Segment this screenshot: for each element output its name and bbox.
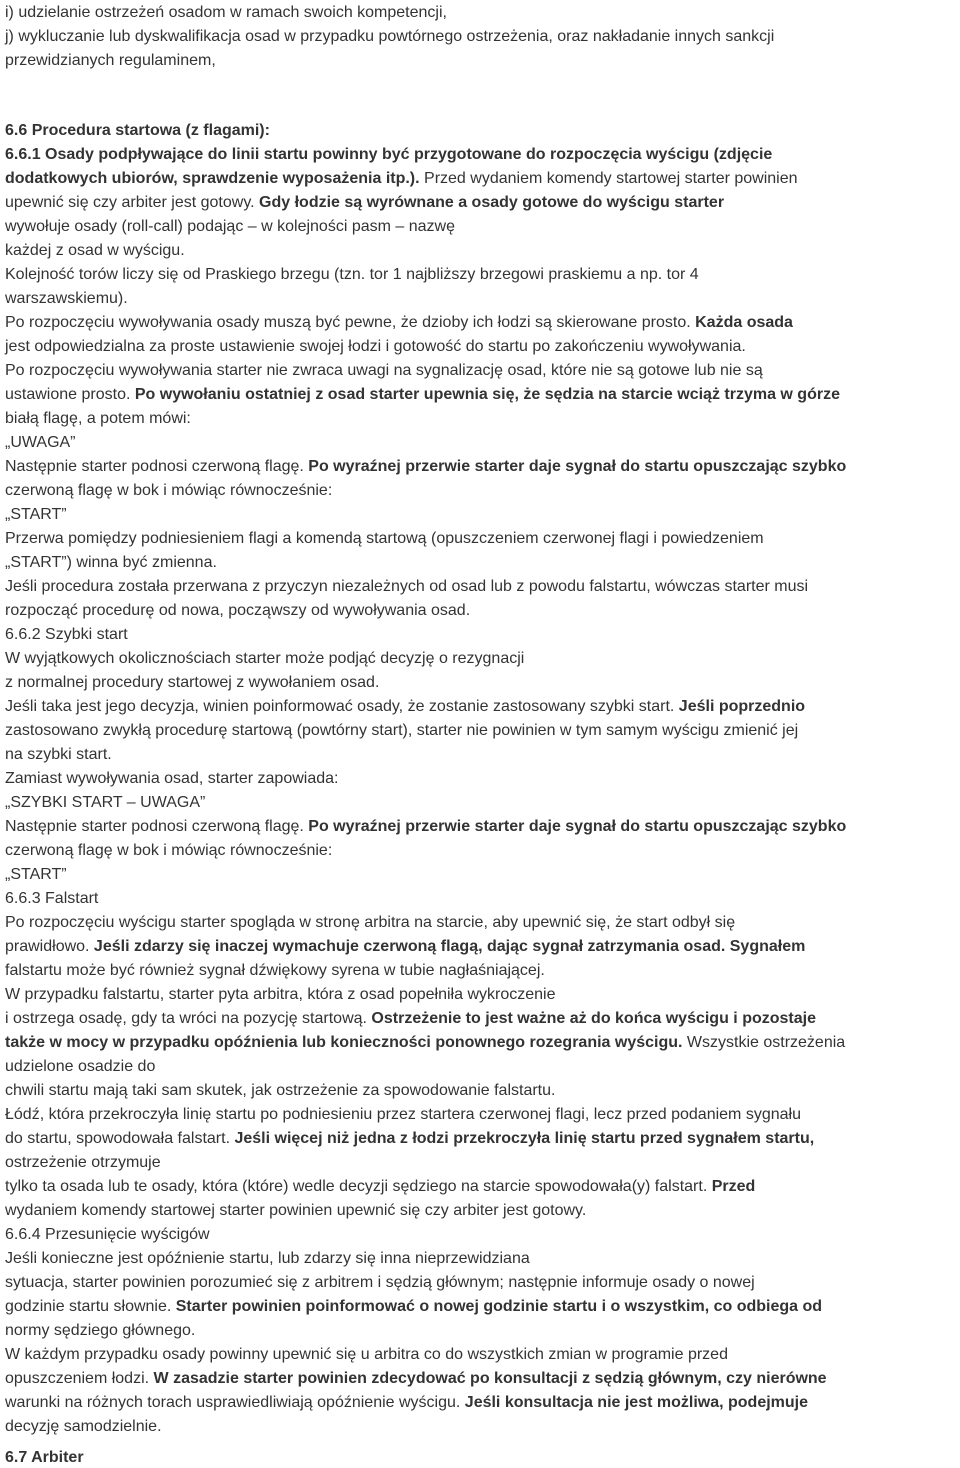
text-line: [5, 1297, 822, 1317]
text-segment: ostrzeżenie otrzymuje: [5, 1154, 161, 1171]
text-line: [5, 841, 332, 861]
text-line: [5, 1273, 755, 1293]
text-segment: j) wykluczanie lub dyskwalifikacja osad w przypadku powtórnego ostrzeżenia, oraz nakładanie innych sankcji: [5, 28, 775, 45]
text-line: [5, 769, 338, 789]
text-line: [5, 51, 216, 71]
bold-text-segment: także w mocy w przypadku opóźnienia lub konieczności ponownego rozegrania wyścigu.: [5, 1034, 683, 1051]
text-segment: 6.6.3 Falstart: [5, 890, 99, 907]
text-line: [5, 1417, 162, 1437]
text-line: [5, 577, 808, 597]
text-line: [5, 961, 545, 981]
text-line: [5, 169, 798, 189]
text-segment: warszawskiemu).: [5, 290, 128, 307]
text-segment: Kolejność torów liczy się od Praskiego brzegu (tzn. tor 1 najbliższy brzegowi praskiemu a np. tor 4: [5, 266, 699, 283]
text-segment: warunki na różnych torach usprawiedliwiają opóźnienie wyścigu.: [5, 1394, 461, 1411]
text-line: [5, 1225, 210, 1245]
text-segment: czerwoną flagę w bok i mówiąc równocześnie:: [5, 842, 333, 859]
text-segment: falstartu może być również sygnał dźwiękowy syrena w tubie nagłaśniającej.: [5, 962, 545, 979]
text-segment: 6.6.4 Przesunięcie wyścigów: [5, 1226, 210, 1243]
text-line: [5, 1345, 728, 1365]
text-line: [5, 145, 772, 165]
text-line: [5, 649, 524, 669]
text-segment: Jeśli taka jest jego decyzja, winien poinformować osady, że zostanie zastosowany szybki start.: [5, 698, 675, 715]
text-line: [5, 553, 217, 573]
text-line: [5, 1177, 755, 1197]
text-line: [5, 625, 128, 645]
text-line: [5, 1009, 816, 1029]
text-segment: Przerwa pomiędzy podniesieniem flagi a komendą startową (opuszczeniem czerwonej flagi i powiedzeniem: [5, 530, 764, 547]
text-line: [5, 529, 764, 549]
bold-text-segment: Jeśli zdarzy się inaczej wymachuje czerwoną flagą, dając sygnał zatrzymania osad. Sygnałem: [89, 938, 806, 955]
text-segment: Po rozpoczęciu wywoływania osady muszą być pewne, że dzioby ich łodzi są skierowane prosto.: [5, 314, 691, 331]
text-segment: ustawione prosto.: [5, 386, 131, 403]
text-line: [5, 361, 763, 381]
text-segment: 6.6.2 Szybki start: [5, 626, 128, 643]
text-segment: „START”) winna być zmienna.: [5, 554, 217, 571]
text-line: [5, 3, 447, 23]
text-segment: W przypadku falstartu, starter pyta arbitra, która z osad popełniła wykroczenie: [5, 986, 556, 1003]
text-line: [5, 1033, 845, 1053]
bold-text-segment: 6.6.1 Osady podpływające do linii startu powinny być przygotowane do rozpoczęcia wyścigu (zdjęcie: [5, 146, 773, 163]
text-line: [5, 313, 793, 333]
text-segment: W wyjątkowych okolicznościach starter może podjąć decyzję o rezygnacji: [5, 650, 525, 667]
text-line: [5, 1081, 555, 1101]
bold-text-segment: 6.7 Arbiter: [5, 1449, 84, 1466]
text-line: [5, 1249, 530, 1269]
bold-text-segment: dodatkowych ubiorów, sprawdzenie wyposażenia itp.).: [5, 170, 420, 187]
text-segment: wydaniem komendy startowej starter powinien upewnić się czy arbiter jest gotowy.: [5, 1202, 587, 1219]
text-line: [5, 457, 846, 477]
text-segment: „UWAGA”: [5, 434, 76, 451]
text-segment: Przed wydaniem komendy startowej starter powinien: [419, 170, 798, 187]
text-line: [5, 673, 379, 693]
text-segment: czerwoną flagę w bok i mówiąc równocześnie:: [5, 482, 333, 499]
text-segment: „START”: [5, 866, 67, 883]
text-segment: i) udzielanie ostrzeżeń osadom w ramach swoich kompetencji,: [5, 4, 447, 21]
text-segment: z normalnej procedury startowej z wywołaniem osad.: [5, 674, 380, 691]
text-line: [5, 289, 128, 309]
text-segment: wywołuje osady (roll-call) podając – w kolejności pasm – nazwę: [5, 218, 455, 235]
text-line: [5, 913, 735, 933]
text-line: [5, 1321, 195, 1341]
bold-text-segment: Po wywołaniu ostatniej z osad starter upewnia się, że sędzia na starcie wciąż trzyma w górze: [130, 386, 840, 403]
text-segment: jest odpowiedzialna za proste ustawienie swojej łodzi i gotowość do startu po zakończeniu wywoływania.: [5, 338, 746, 355]
text-line: [5, 1129, 814, 1149]
text-line: [5, 697, 805, 717]
text-segment: na szybki start.: [5, 746, 112, 763]
text-line: [5, 385, 840, 405]
bold-text-segment: Przed: [707, 1178, 756, 1195]
text-segment: zastosowano zwykłą procedurę startową (powtórny start), starter nie powinien w tym samym wyścigu zmienić jej: [5, 722, 799, 739]
text-segment: Następnie starter podnosi czerwoną flagę.: [5, 818, 304, 835]
text-line: [5, 27, 774, 47]
text-line: [5, 1153, 161, 1173]
bold-text-segment: Ostrzeżenie to jest ważne aż do końca wyścigu i pozostaje: [366, 1010, 816, 1027]
text-line: [5, 985, 555, 1005]
text-segment: każdej z osad w wyścigu.: [5, 242, 185, 259]
text-line: [5, 1393, 808, 1413]
text-segment: upewnić się czy arbiter jest gotowy.: [5, 194, 255, 211]
text-segment: tylko ta osada lub te osady, która (które) wedle decyzji sędziego na starcie spowodowała(y) falstart.: [5, 1178, 708, 1195]
text-line: [5, 745, 112, 765]
text-segment: białą flagę, a potem mówi:: [5, 410, 191, 427]
bold-text-segment: Jeśli poprzednio: [674, 698, 806, 715]
text-line: [5, 265, 699, 285]
bold-text-segment: Po wyraźnej przerwie starter daje sygnał do startu opuszczając szybko: [303, 458, 847, 475]
bold-text-segment: Jeśli konsultacja nie jest możliwa, podejmuje: [460, 1394, 809, 1411]
text-line: [5, 217, 455, 237]
text-line: [5, 1201, 586, 1221]
text-line: [5, 721, 798, 741]
text-segment: Wszystkie ostrzeżenia: [682, 1034, 846, 1051]
text-segment: Po rozpoczęciu wywoływania starter nie zwraca uwagi na sygnalizację osad, które nie są gotowe lub nie są: [5, 362, 763, 379]
bold-text-segment: Jeśli więcej niż jedna z łodzi przekroczyła linię startu przed sygnałem startu,: [230, 1130, 815, 1147]
text-segment: Jeśli procedura została przerwana z przyczyn niezależnych od osad lub z powodu falstartu, wówczas starter musi: [5, 578, 809, 595]
text-line: [5, 1057, 155, 1077]
text-segment: prawidłowo.: [5, 938, 90, 955]
text-line: [5, 337, 746, 357]
text-segment: decyzję samodzielnie.: [5, 1418, 162, 1435]
text-segment: rozpocząć procedurę od nowa, począwszy od wywoływania osad.: [5, 602, 471, 619]
text-segment: przewidzianych regulaminem,: [5, 52, 216, 69]
text-segment: Łódź, która przekroczyła linię startu po podniesieniu przez startera czerwonej flagi, lecz przed podaniem sygnału: [5, 1106, 801, 1123]
text-segment: Po rozpoczęciu wyścigu starter spogląda w stronę arbitra na starcie, aby upewnić się, że start odbył się: [5, 914, 736, 931]
text-line: [5, 937, 805, 957]
text-segment: Następnie starter podnosi czerwoną flagę.: [5, 458, 304, 475]
text-segment: do startu, spowodowała falstart.: [5, 1130, 231, 1147]
text-segment: godzinie startu słownie.: [5, 1298, 172, 1315]
bold-text-segment: Starter powinien poinformować o nowej godzinie startu i o wszystkim, co odbiega od: [171, 1298, 823, 1315]
text-segment: udzielone osadzie do: [5, 1058, 156, 1075]
text-line: [5, 601, 470, 621]
text-line: [5, 409, 191, 429]
text-line: [5, 865, 67, 885]
text-line: [5, 817, 846, 837]
bold-text-segment: Po wyraźnej przerwie starter daje sygnał do startu opuszczając szybko: [303, 818, 847, 835]
text-line: [5, 1448, 84, 1468]
text-segment: sytuacja, starter powinien porozumieć się z arbitrem i sędzią głównym; następnie informuje osady o nowej: [5, 1274, 755, 1291]
text-segment: „START”: [5, 506, 67, 523]
text-line: [5, 241, 185, 261]
bold-text-segment: 6.6 Procedura startowa (z flagami):: [5, 122, 270, 139]
text-line: [5, 793, 205, 813]
text-line: [5, 889, 98, 909]
text-line: [5, 1369, 827, 1389]
text-line: [5, 1105, 801, 1125]
text-segment: „SZYBKI START – UWAGA”: [5, 794, 206, 811]
text-segment: Jeśli konieczne jest opóźnienie startu, lub zdarzy się inna nieprzewidziana: [5, 1250, 530, 1267]
text-segment: chwili startu mają taki sam skutek, jak ostrzeżenie za spowodowanie falstartu.: [5, 1082, 556, 1099]
text-segment: Zamiast wywoływania osad, starter zapowiada:: [5, 770, 339, 787]
bold-text-segment: Każda osada: [690, 314, 793, 331]
text-line: [5, 433, 76, 453]
text-line: [5, 505, 67, 525]
text-segment: W każdym przypadku osady powinny upewnić się u arbitra co do wszystkich zmian w programie przed: [5, 1346, 728, 1363]
text-line: [5, 193, 724, 213]
text-line: [5, 121, 270, 141]
text-segment: i ostrzega osadę, gdy ta wróci na pozycję startową.: [5, 1010, 367, 1027]
text-segment: normy sędziego głównego.: [5, 1322, 196, 1339]
bold-text-segment: Gdy łodzie są wyrównane a osady gotowe do wyścigu starter: [254, 194, 725, 211]
text-line: [5, 481, 332, 501]
text-segment: opuszczeniem łodzi.: [5, 1370, 150, 1387]
bold-text-segment: W zasadzie starter powinien zdecydować po konsultacji z sędzią głównym, czy nierówne: [149, 1370, 827, 1387]
